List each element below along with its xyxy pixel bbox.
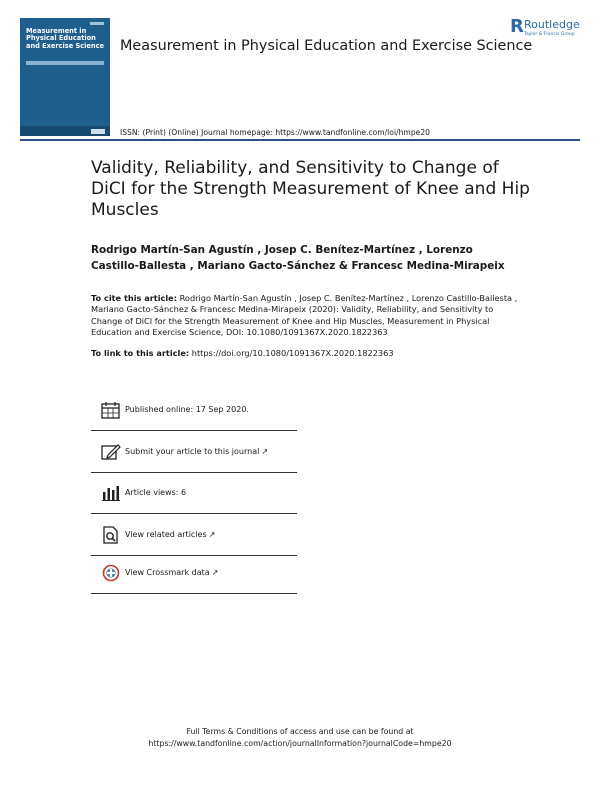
article-doi-link[interactable]: https://doi.org/10.1080/1091367X.2020.1822363 <box>191 348 394 358</box>
header-divider <box>20 139 580 141</box>
article-views-item <box>91 472 297 514</box>
article-link-line <box>91 348 394 358</box>
related-articles-link[interactable] <box>125 530 215 539</box>
article-views-text: Article views: 6 <box>125 488 187 497</box>
calendar-icon <box>101 401 121 419</box>
crossmark-icon <box>101 564 121 582</box>
external-link-icon: ↗ <box>208 530 216 539</box>
citation-text: Rodrigo Martín-San Agustín , Josep C. Benítez-Martínez , Lorenzo Castillo-Ballesta , Mariano Gacto-Sánchez & Francesc Medina-Mirapeix (2020): Validity, Reliability, and Sensitivity to Change of DiCI for the Strength Measurement of Knee and Hip Muscles, Measurement in Physical Education and Exercise Science, DOI: <box>91 293 518 338</box>
journal-title: Measurement in Physical Education and Exercise Science <box>120 38 533 54</box>
article-title: Validity, Reliability, and Sensitivity to Change of DiCI for the Strength Measurement of Knee and Hip Muscles <box>91 158 530 220</box>
journal-homepage-link[interactable]: https://www.tandfonline.com/loi/hmpe20 <box>275 128 430 137</box>
bar-chart-icon <box>101 484 121 502</box>
publisher-name: Routledge <box>524 18 580 31</box>
crossmark-text: View Crossmark data <box>125 568 210 577</box>
related-articles-text: View related articles <box>125 530 207 539</box>
article-authors: Rodrigo Martín-San Agustín , Josep C. Benítez-Martínez , Lorenzo Castillo-Ballesta , Mariano Gacto-Sánchez & Francesc Medina-Mirapeix <box>91 244 505 272</box>
related-articles-icon <box>101 526 121 544</box>
edit-icon <box>101 443 121 461</box>
citation-label: To cite this article: <box>91 293 177 303</box>
terms-footer <box>0 726 600 750</box>
issn-text: ISSN: (Print) (Online) Journal homepage: <box>120 128 273 137</box>
submit-article-text: Submit your article to this journal <box>125 447 260 456</box>
terms-line: Full Terms & Conditions of access and use can be found at <box>186 727 414 736</box>
cover-band <box>26 61 104 65</box>
published-online-item <box>91 389 297 431</box>
related-articles-item[interactable] <box>91 514 297 556</box>
submit-article-link[interactable] <box>125 447 268 456</box>
issn-line <box>120 128 430 137</box>
submit-article-item[interactable] <box>91 431 297 473</box>
cover-journal-title: Measurement in Physical Education and Exercise Science <box>26 27 104 50</box>
external-link-icon: ↗ <box>261 447 269 456</box>
publisher-subtitle: Taylor & Francis Group <box>524 32 575 37</box>
citation-block <box>91 293 521 339</box>
journal-cover <box>20 18 110 136</box>
crossmark-item[interactable] <box>91 552 297 594</box>
routledge-icon: R <box>510 16 524 37</box>
cover-tag <box>90 22 104 25</box>
citation-doi-link[interactable]: 10.1080/1091367X.2020.1822363 <box>246 327 388 338</box>
link-label: To link to this article: <box>91 348 190 358</box>
publisher-logo <box>510 16 580 40</box>
external-link-icon: ↗ <box>211 568 219 577</box>
cover-publisher-logo <box>91 129 105 134</box>
terms-link[interactable]: https://www.tandfonline.com/action/journalInformation?journalCode=hmpe20 <box>148 739 452 748</box>
crossmark-link[interactable] <box>125 568 218 577</box>
published-online-text: Published online: 17 Sep 2020. <box>125 405 249 414</box>
